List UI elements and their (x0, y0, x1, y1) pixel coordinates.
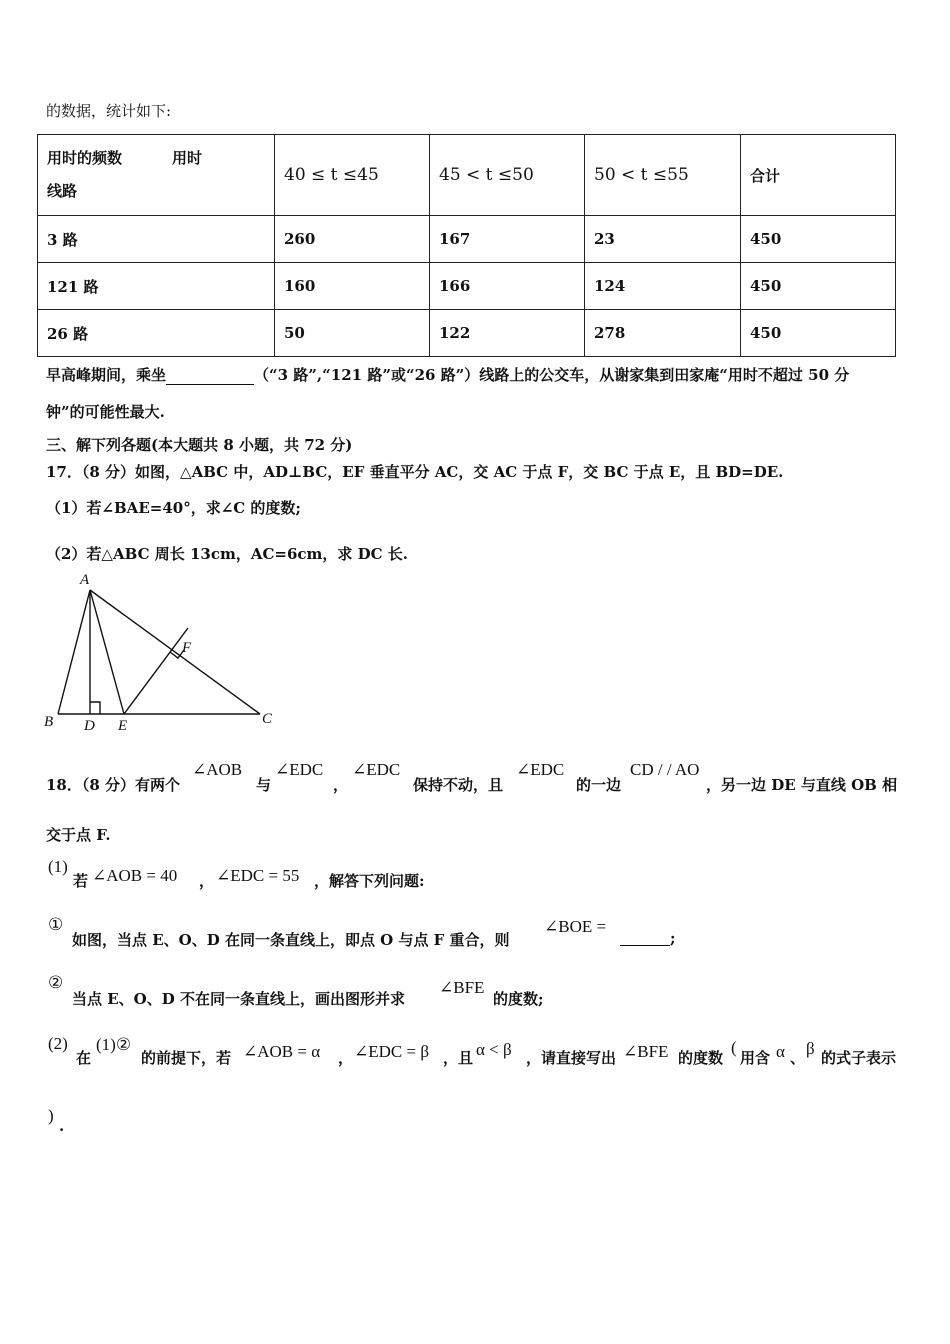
label-c: C (262, 711, 273, 727)
value-cell: 160 (275, 263, 430, 310)
col-header: 合计 (741, 135, 896, 216)
q18-close-paren: ) (48, 1106, 54, 1125)
q18-p2-math-alpha: α (776, 1042, 785, 1061)
q18-math-edc: ∠EDC (275, 760, 324, 779)
segment-ab (58, 590, 90, 714)
value-cell: 278 (585, 310, 741, 357)
q18-p1-text: ，解答下列问题: (314, 872, 425, 890)
segment-ac (90, 590, 260, 714)
q18-s1-math-boe: ∠BOE = (544, 917, 607, 936)
table-row (38, 216, 896, 263)
intro-text: 的数据，统计如下: (46, 102, 172, 120)
q18-p2-and: ，且 (443, 1049, 474, 1067)
q18-s2-math-bfe: ∠BFE (439, 978, 485, 997)
value-cell: 122 (430, 310, 585, 357)
corner-top-a: 用时的频数 (47, 149, 123, 167)
q18-math-edc-2: ∠EDC (352, 760, 401, 779)
q16-line1-b: （“3 路”,“121 路”或“26 路”）线路上的公交车，从谢家集到田家庵“用时不超过 50 分 (254, 366, 850, 384)
q18-p1-math-aob: ∠AOB = 40 (92, 866, 178, 885)
q18-math-cd-parallel-ao: CD / / AO (630, 760, 700, 779)
table-header-row (38, 135, 896, 216)
q16-line1 (46, 364, 849, 385)
value-cell: 166 (430, 263, 585, 310)
q18-p2-ref: (1)② (96, 1035, 132, 1054)
route-cell: 3 路 (38, 216, 275, 263)
q18-p2-expr: 的式子表示 (821, 1049, 897, 1067)
label-d: D (84, 718, 95, 734)
q18-p1-num: (1) (48, 857, 68, 876)
value-cell: 23 (585, 216, 741, 263)
q18-p1-comma: ， (199, 872, 215, 890)
value-cell: 450 (741, 216, 896, 263)
corner-bottom: 线路 (47, 182, 78, 200)
q18-p2-math-beta: β (806, 1039, 815, 1058)
q17-part1: （1）若∠BAE=40°，求∠C 的度数; (46, 499, 301, 517)
q18-s1-semicolon: ; (670, 929, 676, 947)
route-cell: 121 路 (38, 263, 275, 310)
q18-p2-math-edc: ∠EDC = β (354, 1042, 429, 1061)
q18-p2-write: ，请直接写出 (526, 1049, 617, 1067)
triangle-figure (38, 568, 288, 738)
value-cell: 167 (430, 216, 585, 263)
frequency-table (37, 134, 896, 357)
value-cell: 450 (741, 310, 896, 357)
segment-ae (90, 590, 124, 714)
q18-text-comma: ， (333, 776, 349, 794)
q18-label: 18．（8 分）有两个 (46, 776, 181, 794)
q18-s1-answer-blank[interactable] (620, 928, 670, 946)
value-cell: 50 (275, 310, 430, 357)
q18-s2-text-end: 的度数; (493, 990, 544, 1008)
col-header: 45 < t ≤50 (430, 135, 585, 216)
label-e: E (118, 718, 128, 734)
q18-s2-num: ② (48, 973, 64, 992)
value-cell: 124 (585, 263, 741, 310)
value-cell: 450 (741, 263, 896, 310)
section-heading: 三、解下列各题(本大题共 8 小题，共 72 分) (46, 436, 353, 454)
col-header: 50 < t ≤55 (585, 135, 741, 216)
q18-p2-num: (2) (48, 1034, 68, 1053)
q18-text-fixed: 保持不动，且 (413, 776, 504, 794)
table-row (38, 263, 896, 310)
q18-p2-in: 在 (76, 1049, 92, 1067)
q18-p1-if: 若 (73, 872, 89, 890)
q18-s2-text: 当点 E、O、D 不在同一条直线上，画出图形并求 (72, 990, 405, 1008)
q18-close-dot: . (59, 1117, 65, 1135)
q18-p2-open-paren: ( (731, 1038, 737, 1057)
table-corner-cell (38, 135, 275, 216)
q18-p2-math-bfe: ∠BFE (623, 1042, 669, 1061)
q18-p2-premise: 的前提下，若 (141, 1049, 232, 1067)
corner-top-b: 用时 (172, 149, 203, 167)
q18-text-other-side: ，另一边 DE 与直线 OB 相 (706, 776, 898, 794)
q18-s1-num: ① (48, 915, 64, 934)
q18-p2-math-aob: ∠AOB = α (243, 1042, 321, 1061)
q18-math-edc-3: ∠EDC (516, 760, 565, 779)
q16-line2: 钟”的可能性最大. (46, 403, 165, 421)
q18-text-side: 的一边 (576, 776, 622, 794)
q17-part2: （2）若△ABC 周长 13cm，AC=6cm，求 DC 长. (46, 545, 409, 563)
value-cell: 260 (275, 216, 430, 263)
q18-p2-comma-1: ， (338, 1049, 354, 1067)
q18-line2: 交于点 F. (46, 826, 111, 844)
label-b: B (44, 714, 54, 730)
table-row (38, 310, 896, 357)
q16-line1-a: 早高峰期间，乘坐 (46, 366, 167, 384)
q18-text-and: 与 (256, 776, 272, 794)
segment-ef (124, 628, 188, 714)
q18-p2-sep: 、 (790, 1049, 806, 1067)
label-f: F (182, 640, 192, 656)
col-header: 40 ≤ t ≤45 (275, 135, 430, 216)
right-angle-mark-d (90, 702, 100, 714)
q18-p2-using: 用含 (740, 1049, 771, 1067)
q16-answer-blank[interactable] (166, 366, 254, 385)
q18-math-aob: ∠AOB (192, 760, 243, 779)
q17-stem: 17．（8 分）如图，△ABC 中，AD⊥BC，EF 垂直平分 AC，交 AC 于点 F，交 BC 于点 E，且 BD=DE. (46, 463, 784, 481)
q18-p2-measure: 的度数 (678, 1049, 724, 1067)
route-cell: 26 路 (38, 310, 275, 357)
label-a: A (80, 572, 90, 588)
q18-p1-math-edc: ∠EDC = 55 (216, 866, 300, 885)
q18-s1-text: 如图，当点 E、O、D 在同一条直线上，即点 O 与点 F 重合，则 (72, 931, 510, 949)
q18-p2-math-alpha-lt-beta: α < β (476, 1040, 512, 1059)
